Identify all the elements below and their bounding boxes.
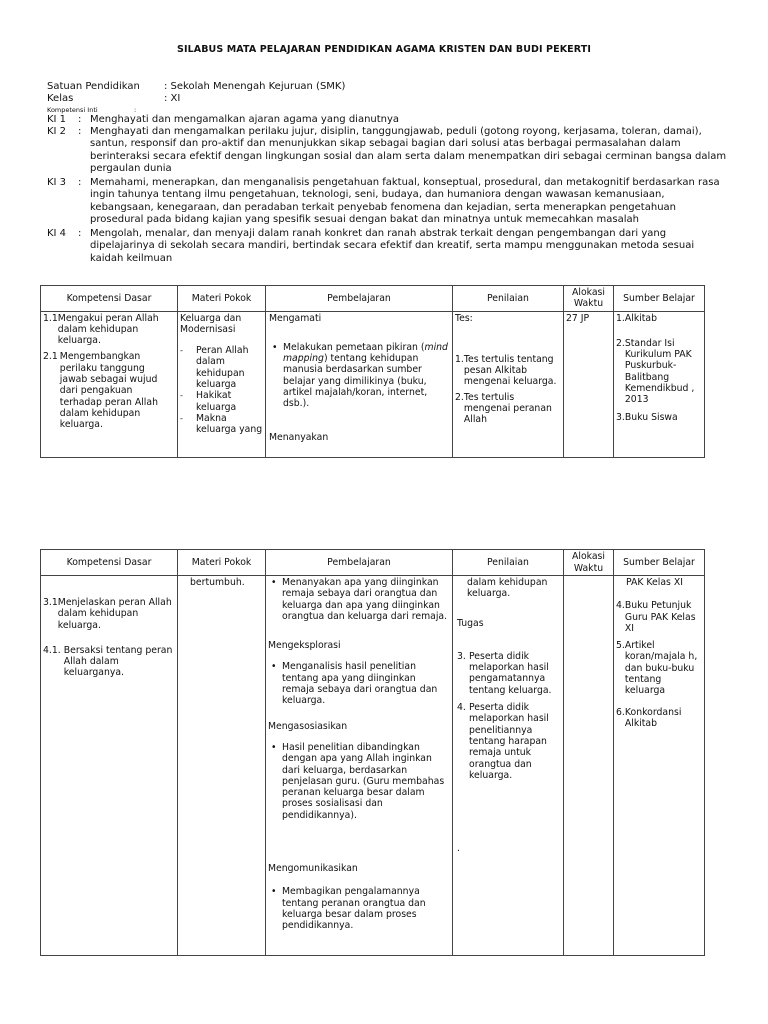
penilaian-item: 1. Tes tertulis tentang pesan Alkitab mengenai keluarga.: [455, 353, 557, 388]
pembelajaran-item: • Melakukan pemetaan pikiran (mind mapping) tentang kehidupan manusia berdasarkan sumber belajar yang dimilikinya (buku, artikel majalah/koran, internet, dsb.).: [283, 342, 449, 410]
pembelajaran-heading-mengomunikasikan: Mengomunikasikan: [268, 863, 358, 875]
syllabus-table-1: [40, 285, 705, 458]
sumber-item: 1. Alkitab: [616, 312, 658, 324]
ki-4-text: Mengolah, menalar, dan menyaji dalam ranah konkret dan ranah abstrak terkait dengan pengembangan dari yang dipelajarinya di sekolah secara mandiri, bertindak secara efektif dan kreatif, serta mampu menggunakan metoda sesuai kaidah keilmuan: [90, 228, 695, 264]
kd-cell: [41, 311, 178, 457]
ki-4-colon: :: [78, 228, 82, 239]
header-alokasi-waktu: Alokasi Waktu: [564, 286, 614, 312]
sumber-item: 2. Standar Isi Kurikulum PAK Puskurbuk-Balitbang Kemendikbud , 2013: [616, 337, 695, 406]
penilaian-item: 3. Peserta didik melaporkan hasil pengamatannya tentang keluarga.: [457, 650, 552, 696]
header-sumber-belajar: Sumber Belajar: [614, 286, 705, 312]
kd-item: 4.1. Bersaksi tentang peran Allah dalam keluarganya.: [43, 644, 173, 679]
ki-1-label: KI 1: [47, 114, 67, 125]
ki-4-label: KI 4: [47, 228, 67, 239]
pembelajaran-item: • Menganalisis hasil penelitian tentang apa yang diinginkan remaja sebaya dari orangtua dan keluarga.: [282, 661, 449, 706]
kelas-label: Kelas: [47, 93, 74, 104]
header-alokasi-waktu: Alokasi Waktu: [564, 550, 614, 576]
ki-1-text: Menghayati dan mengamalkan ajaran agama yang dianutnya: [90, 114, 400, 125]
header-sumber-belajar: Sumber Belajar: [614, 550, 705, 576]
ki-2-colon: :: [78, 126, 82, 137]
penilaian-dot: .: [457, 843, 460, 855]
sumber-continued: PAK Kelas XI: [626, 577, 683, 588]
penilaian-tugas: Tugas: [457, 617, 484, 629]
kd-cell: [41, 576, 178, 956]
pembelajaran-list: [268, 577, 449, 622]
pembelajaran-list: [268, 742, 449, 821]
pembelajaran-cell: [266, 311, 453, 457]
header-penilaian: Penilaian: [453, 286, 564, 312]
header-pembelajaran: Pembelajaran: [266, 286, 453, 312]
materi-item: - Peran Allah dalam kehidupan keluarga: [180, 345, 249, 391]
materi-item: - Makna keluarga yang: [180, 412, 263, 436]
alokasi-cell: 27 JP: [564, 311, 614, 457]
kd-item: 2.1 Mengembangkan perilaku tanggung jawab sebagai wujud dari pengakuan terhadap peran Allah dalam kehidupan keluarga.: [43, 351, 158, 431]
kompetensi-inti-label: Kompetensi Inti: [47, 106, 98, 114]
ki-1-colon: :: [78, 114, 82, 125]
materi-title: Keluarga dan Modernisasi: [180, 312, 242, 335]
pembelajaran-list: [269, 342, 449, 410]
pembelajaran-heading-mengamati: Mengamati: [269, 312, 322, 324]
sumber-item: 3. Buku Siswa: [616, 411, 678, 423]
pembelajaran-list: [268, 661, 449, 706]
syllabus-table-2: [40, 549, 705, 956]
materi-text: bertumbuh.: [190, 577, 245, 588]
kompetensi-inti-colon: :: [134, 106, 137, 114]
header-pembelajaran: Pembelajaran: [266, 550, 453, 576]
penilaian-item: 4. Peserta didik melaporkan hasil penelitiannya tentang harapan remaja untuk orangtua dan keluarga.: [457, 702, 549, 781]
header-penilaian: Penilaian: [453, 550, 564, 576]
ki-2-label: KI 2: [47, 126, 67, 137]
sumber-item: 6. Konkordansi Alkitab: [616, 706, 682, 729]
header-materi-pokok: Materi Pokok: [178, 550, 266, 576]
satuan-label: Satuan Pendidikan: [47, 81, 140, 92]
materi-cell: [178, 311, 266, 457]
penilaian-cell: [453, 576, 564, 956]
header-materi-pokok: Materi Pokok: [178, 286, 266, 312]
pembelajaran-list: [268, 886, 449, 931]
pembelajaran-item: • Membagikan pengalamannya tentang peranan orangtua dan keluarga besar dalam proses pendidikannya.: [282, 886, 449, 931]
sumber-cell: [614, 576, 705, 956]
ki-3-colon: :: [78, 177, 82, 188]
pembelajaran-item: • Menanyakan apa yang diinginkan remaja sebaya dari orangtua dan keluarga dan apa yang diinginkan orangtua dan keluarga dari remaja.: [282, 577, 449, 622]
ki-2-text: Menghayati dan mengamalkan perilaku jujur, disiplin, tanggungjawab, peduli (gotong royong, kerjasama, toleran, damai), santun, responsif dan pro-aktif dan menunjukkan sikap sebagai bagian dari solusi atas berbagai permasalahan dalam berinteraksi secara efektif dengan lingkungan sosial dan alam serta dalam menempatkan diri sebagai cerminan bangsa dalam pergaulan dunia: [90, 126, 727, 175]
sumber-cell: [614, 311, 705, 457]
pembelajaran-heading-menanyakan: Menanyakan: [269, 431, 329, 443]
document-title: SILABUS MATA PELAJARAN PENDIDIKAN AGAMA KRISTEN DAN BUDI PEKERTI: [177, 44, 591, 55]
pembelajaran-heading-mengasosiasikan: Mengasosiasikan: [268, 720, 348, 732]
header-kompetensi-dasar: Kompetensi Dasar: [41, 286, 178, 312]
ki-3-text: Memahami, menerapkan, dan menganalisis pengetahuan faktual, konseptual, prosedural, dan metakognitif berdasarkan rasa ingin tahunya tentang ilmu pengetahuan, teknologi, seni, budaya, dan humaniora dengan wawasan kemanusiaan, kebangsaan, kenegaraan, dan peradaban terkait penyebab fenomena dan kejadian, serta menerapkan pengetahuan prosedural pada bidang kajian yang spesifik sesuai dengan bakat dan minatnya untuk memecahkan masalah: [90, 177, 720, 226]
penilaian-tes: Tes:: [455, 312, 473, 324]
kelas-value: : XI: [164, 93, 181, 104]
kd-item: 3.1 Menjelaskan peran Allah dalam kehidupan keluarga.: [43, 597, 172, 631]
penilaian-cell: [453, 311, 564, 457]
sumber-item: 4. Buku Petunjuk Guru PAK Kelas XI: [616, 600, 696, 634]
satuan-value: : Sekolah Menengah Kejuruan (SMK): [164, 81, 346, 92]
penilaian-continued: dalam kehidupan keluarga.: [467, 577, 548, 600]
header-kompetensi-dasar: Kompetensi Dasar: [41, 550, 178, 576]
materi-cell: [178, 576, 266, 956]
pembelajaran-heading-mengeksplorasi: Mengeksplorasi: [268, 640, 341, 652]
sumber-item: 5. Artikel koran/majala h, dan buku-buku tentang keluarga: [616, 640, 698, 697]
penilaian-item: 2. Tes tertulis mengenai peranan Allah: [455, 391, 552, 426]
materi-item: - Hakikat keluarga: [180, 390, 237, 413]
pembelajaran-item: • Hasil penelitian dibandingkan dengan apa yang Allah inginkan dari keluarga, berdasarkan penjelasan guru. (Guru membahas peranan keluarga besar dalam proses sosialisasi dan pendidikannya).: [282, 742, 449, 821]
ki-3-label: KI 3: [47, 177, 67, 188]
kd-item: 1.1 Mengakui peran Allah dalam kehidupan keluarga.: [43, 312, 159, 347]
alokasi-cell: [564, 576, 614, 956]
pembelajaran-cell: [266, 576, 453, 956]
